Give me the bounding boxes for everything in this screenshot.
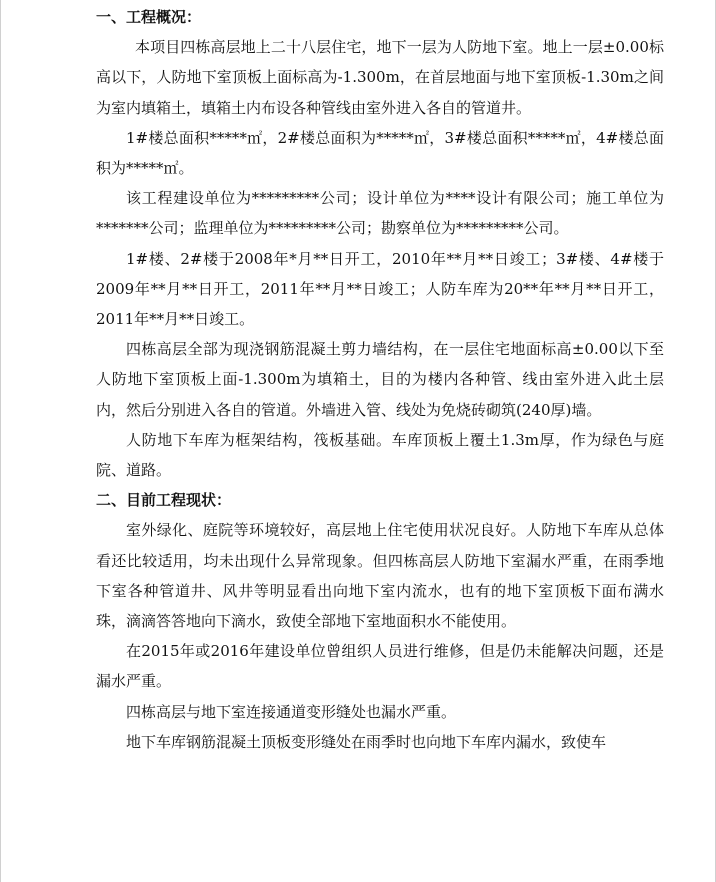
section-heading-current-status: 二、目前工程现状： (96, 491, 232, 510)
paragraph-parties: 该工程建设单位为*********公司；设计单位为****设计有限公司；施工单位为*******公司；监理单位为*********公司；勘察单位为*********公司。 (96, 189, 664, 238)
paragraph-joint-leak: 四栋高层与地下室连接通道变形缝处也漏水严重。 (126, 702, 457, 721)
page-border-left (0, 0, 1, 882)
paragraph-building-areas: 1#楼总面积*****㎡，2#楼总面积为*****㎡，3#楼总面积*****㎡，4#楼总面积为*****㎡。 (96, 128, 664, 178)
paragraph-garage: 人防地下车库为框架结构，筏板基础。车库顶板上覆土1.3m厚，作为绿色与庭院、道路。 (96, 430, 664, 480)
paragraph-project-intro: 本项目四栋高层地上二十八层住宅，地下一层为人防地下室。地上一层±0.00标高以下，人防地下室顶板上面标高为-1.300m，在首层地面与地下室顶板-1.30m之间为室内填箱土，填箱土内布设各种管线由室外进入各自的管道井。 (96, 38, 664, 117)
paragraph-status-overview: 室外绿化、庭院等环境较好，高层地上住宅使用状况良好。人防地下车库从总体看还比较适用，均未出现什么异常现象。但四栋高层人防地下室漏水严重，在雨季地下室各种管道井、风井等明显看出向地下室内流水，也有的地下室顶板下面布满水珠，滴滴答答地向下滴水，致使全部地下室地面积水不能使用。 (96, 521, 664, 631)
section-heading-overview: 一、工程概况： (96, 8, 202, 26)
paragraph-schedule: 1#楼、2#楼于2008年*月**日开工，2010年**月**日竣工；3#楼、4#楼于2009年**月**日开工，2011年**月**日竣工；人防车库为20**年**月**日开工，2011年**月**日竣工。 (96, 249, 664, 329)
paragraph-structure: 四栋高层全部为现浇钢筋混凝土剪力墙结构，在一层住宅地面标高±0.00以下至人防地下室顶板上面-1.300m为填箱土，目的为楼内各种管、线由室外进入此土层内，然后分别进入各自的管道。外墙进入管、线处为免烧砖砌筑(240厚)墙。 (96, 340, 664, 419)
paragraph-garage-leak: 地下车库钢筋混凝土顶板变形缝处在雨季时也向地下车库内漏水，致使车 (126, 732, 607, 751)
document-page (96, 2, 664, 757)
paragraph-repair-attempt: 在2015年或2016年建设单位曾组织人员进行维修，但是仍未能解决问题，还是漏水严重。 (96, 642, 664, 691)
